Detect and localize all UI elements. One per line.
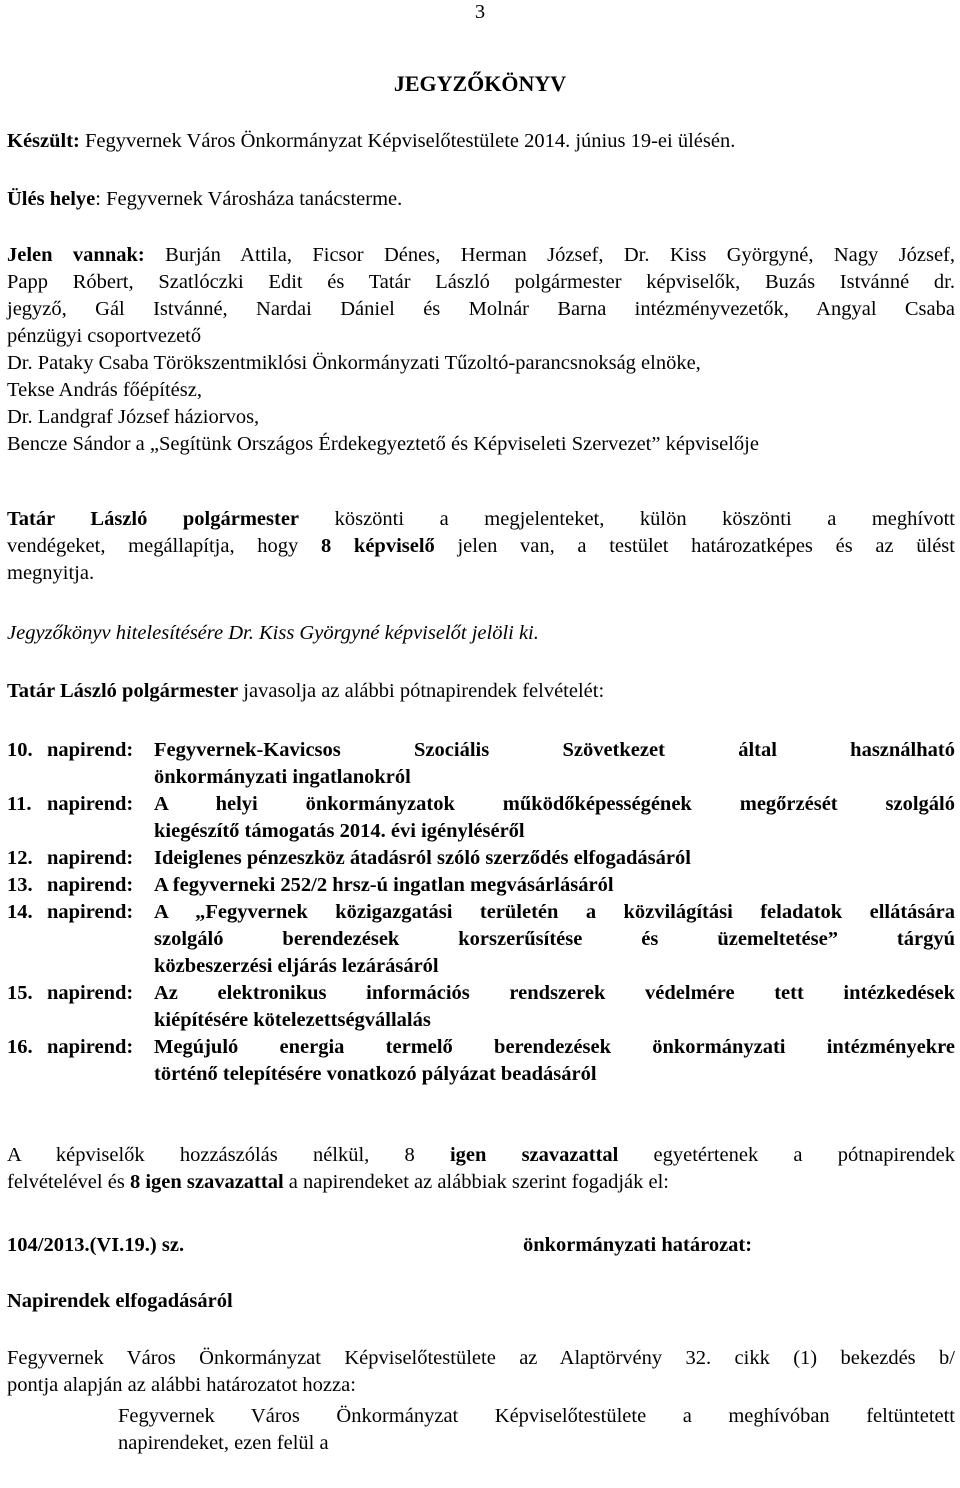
agenda-text-line: A fegyverneki 252/2 hrsz-ú ingatlan megvásárlásáról	[154, 874, 614, 896]
vote-line	[7, 1169, 955, 1196]
proposal-text: javasolja az alábbi pótnapirendek felvételét:	[238, 680, 605, 702]
agenda-number: 10.	[7, 739, 33, 761]
greeting-text: köszönti a megjelenteket, külön köszönti a meghívott	[299, 508, 955, 530]
agenda-item	[7, 980, 955, 1034]
proposal-line	[7, 678, 955, 705]
agenda-number: 12.	[7, 847, 33, 869]
agenda-item	[7, 872, 955, 899]
page-number: 3	[474, 1, 486, 23]
made-line	[7, 128, 955, 155]
agenda-text-line: szolgáló berendezések korszerűsítése és üzemeltetése” tárgyú	[154, 928, 955, 950]
basis-line: Fegyvernek Város Önkormányzat Képviselőtestülete az Alaptörvény 32. cikk (1) bekezdés b/	[7, 1347, 955, 1369]
greeting-text: jelen van, a testület határozatképes és az ülést	[434, 535, 955, 557]
present-line: Dr. Pataky Csaba Törökszentmiklósi Önkormányzati Tűzoltó-parancsnokság elnöke,	[7, 352, 701, 374]
agenda-text-line: Ideiglenes pénzeszköz átadásról szóló szerződés elfogadásáról	[154, 847, 691, 869]
agenda-label: napirend:	[47, 1036, 134, 1058]
decision-line: napirendeket, ezen felül a	[118, 1432, 329, 1454]
agenda-item	[7, 1034, 955, 1088]
venue-text: : Fegyvernek Városháza tanácsterme.	[95, 188, 403, 210]
present-line: Bencze Sándor a „Segítünk Országos Érdekegyeztető és Képviseleti Szervezet” képviselője	[7, 433, 759, 455]
agenda-number: 16.	[7, 1036, 33, 1058]
agenda-label: napirend:	[47, 739, 134, 761]
document-title: JEGYZŐKÖNYV	[393, 71, 567, 96]
basis-line: pontja alapján az alábbi határozatot hozza:	[7, 1374, 356, 1396]
decision-line: Fegyvernek Város Önkormányzat Képviselőtestülete a meghívóban feltüntetett	[118, 1405, 955, 1427]
agenda-text-line: A „Fegyvernek közigazgatási területén a közvilágítási feladatok ellátására	[154, 901, 955, 923]
agenda-text-line: A helyi önkormányzatok működőképességének megőrzését szolgáló	[154, 793, 955, 815]
vote-paragraph	[7, 1142, 955, 1196]
resolution-subject: Napirendek elfogadásáról	[7, 1290, 233, 1312]
made-label: Készült:	[7, 130, 80, 152]
present-line: Dr. Landgraf József háziorvos,	[7, 406, 260, 428]
agenda-text-line: kiegészítő támogatás 2014. évi igényléséről	[154, 820, 525, 842]
venue-label: Ülés helye	[7, 188, 96, 210]
agenda-text-line: önkormányzati ingatlanokról	[154, 766, 411, 788]
present-text: Burján Attila, Ficsor Dénes, Herman József, Dr. Kiss Györgyné, Nagy József,	[144, 244, 955, 266]
agenda-item	[7, 899, 955, 980]
vote-text: A képviselők hozzászólás nélkül, 8	[7, 1144, 450, 1166]
agenda-label: napirend:	[47, 847, 134, 869]
agenda-list	[7, 737, 955, 1088]
agenda-text-line: közbeszerzési eljárás lezárásáról	[154, 955, 439, 977]
agenda-text-line: kiépítésére kötelezettségvállalás	[154, 1009, 431, 1031]
agenda-label: napirend:	[47, 982, 134, 1004]
agenda-item	[7, 737, 955, 791]
present-line: Papp Róbert, Szatlóczki Edit és Tatár László polgármester képviselők, Buzás Istvánné dr.	[7, 271, 955, 293]
agenda-text-line: Fegyvernek-Kavicsos Szociális Szövetkezet által használható	[154, 739, 955, 761]
agenda-item	[7, 791, 955, 845]
present-line: Tekse András főépítész,	[7, 379, 202, 401]
vote-line	[7, 1142, 955, 1169]
agenda-label: napirend:	[47, 793, 134, 815]
venue-line	[7, 186, 955, 213]
agenda-text-line: Megújuló energia termelő berendezések önkormányzati intézményekre	[154, 1036, 955, 1058]
agenda-number: 15.	[7, 982, 33, 1004]
agenda-number: 13.	[7, 874, 33, 896]
agenda-text-line: történő telepítésére vonatkozó pályázat beadásáról	[154, 1063, 597, 1085]
present-line	[7, 242, 955, 269]
vote-bold: 8 igen szavazattal	[129, 1171, 284, 1193]
greeting-paragraph	[7, 506, 955, 587]
present-line: pénzügyi csoportvezető	[7, 325, 202, 347]
authentication-note: Jegyzőkönyv hitelesítésére Dr. Kiss Györgyné képviselőt jelöli ki.	[7, 622, 539, 644]
vote-text: a napirendeket az alábbiak szerint fogadják el:	[283, 1171, 669, 1193]
vote-text: felvételével és	[7, 1171, 130, 1193]
agenda-number: 11.	[7, 793, 32, 815]
proposal-speaker: Tatár László polgármester	[7, 680, 239, 702]
resolution-decision	[118, 1403, 955, 1457]
greeting-line	[7, 533, 955, 560]
agenda-item	[7, 845, 955, 872]
agenda-label: napirend:	[47, 901, 134, 923]
vote-bold: igen szavazattal	[449, 1144, 619, 1166]
greeting-text: vendégeket, megállapítja, hogy	[7, 535, 321, 557]
present-line: jegyző, Gál Istvánné, Nardai Dániel és Molnár Barna intézményvezetők, Angyal Csaba	[7, 298, 955, 320]
resolution-number: 104/2013.(VI.19.) sz.	[7, 1234, 185, 1256]
present-label: Jelen vannak:	[7, 244, 145, 266]
agenda-text-line: Az elektronikus információs rendszerek védelmére tett intézkedések	[154, 982, 955, 1004]
agenda-number: 14.	[7, 901, 33, 923]
resolution-type: önkormányzati határozat:	[523, 1234, 753, 1256]
resolution-basis	[7, 1345, 955, 1399]
made-text: Fegyvernek Város Önkormányzat Képviselőtestülete 2014. június 19-ei ülésén.	[79, 130, 736, 152]
greeting-line: megnyitja.	[7, 562, 95, 584]
greeting-count: 8 képviselő	[320, 535, 435, 557]
greeting-line	[7, 506, 955, 533]
present-block	[7, 242, 955, 458]
agenda-label: napirend:	[47, 874, 134, 896]
vote-text: egyetértenek a pótnapirendek	[618, 1144, 955, 1166]
greeting-speaker: Tatár László polgármester	[7, 508, 300, 530]
